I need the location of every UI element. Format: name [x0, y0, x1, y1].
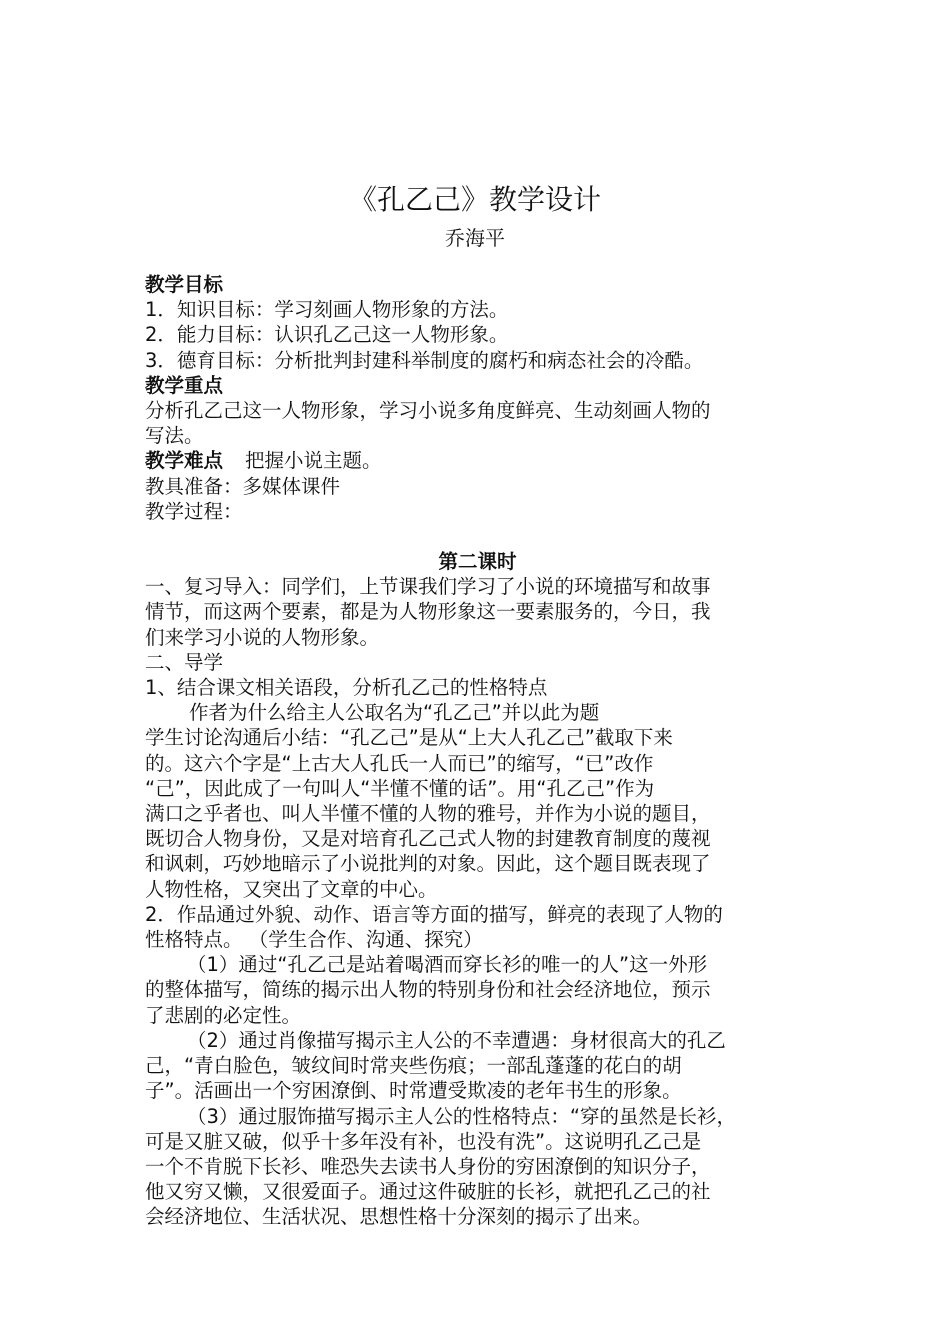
text-line: 性格特点。 （学生合作、沟通、探究） [145, 928, 483, 952]
text-line: 的整体描写，简练的揭示出人物的特别身份和社会经济地位，预示 [145, 978, 711, 1002]
focus-heading: 教学重点 [145, 373, 224, 397]
author-name: 乔海平 [445, 226, 505, 250]
document-body [145, 272, 810, 1230]
goals-heading: 教学目标 [145, 273, 224, 296]
teaching-process: 教学过程： [145, 499, 243, 523]
text-line: 作者为什么给主人公取名为“孔乙己”并以此为题 [189, 701, 600, 725]
text-line: （1）通过“孔乙己是站着喝酒而穿长衫的唯一的人”这一外形 [187, 953, 708, 977]
difficulty-heading: 教学难点 [145, 449, 224, 473]
goal-1: 1．知识目标：学习刻画人物形象的方法。 [145, 298, 509, 322]
text-line: 2．作品通过外貌、动作、语言等方面的描写，鲜亮的表现了人物的 [145, 902, 723, 926]
text-line: 子”。活画出一个穷困潦倒、时常遭受欺凌的老年书生的形象。 [145, 1079, 682, 1103]
goal-3: 3．德育目标：分析批判封建科举制度的腐朽和病态社会的冷酷。 [145, 348, 704, 372]
difficulty-line [145, 448, 810, 473]
text-line: 和讽刺，巧妙地暗示了小说批判的对象。因此，这个题目既表现了 [145, 852, 711, 876]
text-line: 1、结合课文相关语段，分析孔乙己的性格特点 [145, 676, 548, 700]
text-line: 可是又脏又破，似乎十多年没有补，也没有洗”。这说明孔乙己是 [145, 1129, 702, 1153]
document-title: 《孔乙己》教学设计 [348, 183, 601, 216]
text-line: 会经济地位、生活状况、思想性格十分深刻的揭示了出来。 [145, 1205, 653, 1229]
text-line: 情节，而这两个要素，都是为人物形象这一要素服务的，今日，我 [145, 600, 711, 624]
difficulty-text: 把握小说主题。 [245, 449, 382, 473]
text-line: 满口之乎者也、叫人半懂不懂的人物的雅号，并作为小说的题目， [145, 802, 711, 826]
text-line: （2）通过肖像描写揭示主人公的不幸遭遇：身材很高大的孔乙 [187, 1028, 726, 1052]
text-line: 的。这六个字是“上古大人孔氏一人而已”的缩写，“已”改作 [145, 751, 654, 775]
text-line: 学生讨论沟通后小结：“孔乙己”是从“上大人孔乙己”截取下来 [145, 726, 673, 750]
text-line: 们来学习小说的人物形象。 [145, 625, 380, 649]
focus-text-line: 分析孔乙己这一人物形象，学习小说多角度鲜亮、生动刻画人物的 [145, 399, 711, 423]
teaching-tools: 教具准备：多媒体课件 [145, 474, 341, 498]
text-line: 己，“青白脸色，皱纹间时常夹些伤痕；一部乱蓬蓬的花白的胡 [145, 1054, 682, 1078]
text-line: （3）通过服饰描写揭示主人公的性格特点：“穿的虽然是长衫， [187, 1104, 737, 1128]
focus-text-line: 写法。 [145, 424, 204, 448]
text-line: 既切合人物身份，又是对培育孔乙己式人物的封建教育制度的蔑视 [145, 827, 711, 851]
text-line: 二、导学 [145, 650, 224, 674]
lesson-heading: 第二课时 [438, 550, 517, 574]
text-line: 他又穷又懒，又很爱面子。通过这件破脏的长衫，就把孔乙己的社 [145, 1180, 711, 1204]
text-line: 人物性格，又突出了文章的中心。 [145, 877, 438, 901]
text-line: 一、复习导入：同学们，上节课我们学习了小说的环境描写和故事 [145, 575, 711, 599]
goal-2: 2．能力目标：认识孔乙己这一人物形象。 [145, 323, 509, 347]
text-line: 一个不肯脱下长衫、唯恐失去读书人身份的穷困潦倒的知识分子， [145, 1154, 711, 1178]
text-line: 了悲剧的必定性。 [145, 1003, 302, 1027]
text-line: “己”，因此成了一句叫人“半懂不懂的话”。用“孔乙己”作为 [145, 776, 655, 800]
